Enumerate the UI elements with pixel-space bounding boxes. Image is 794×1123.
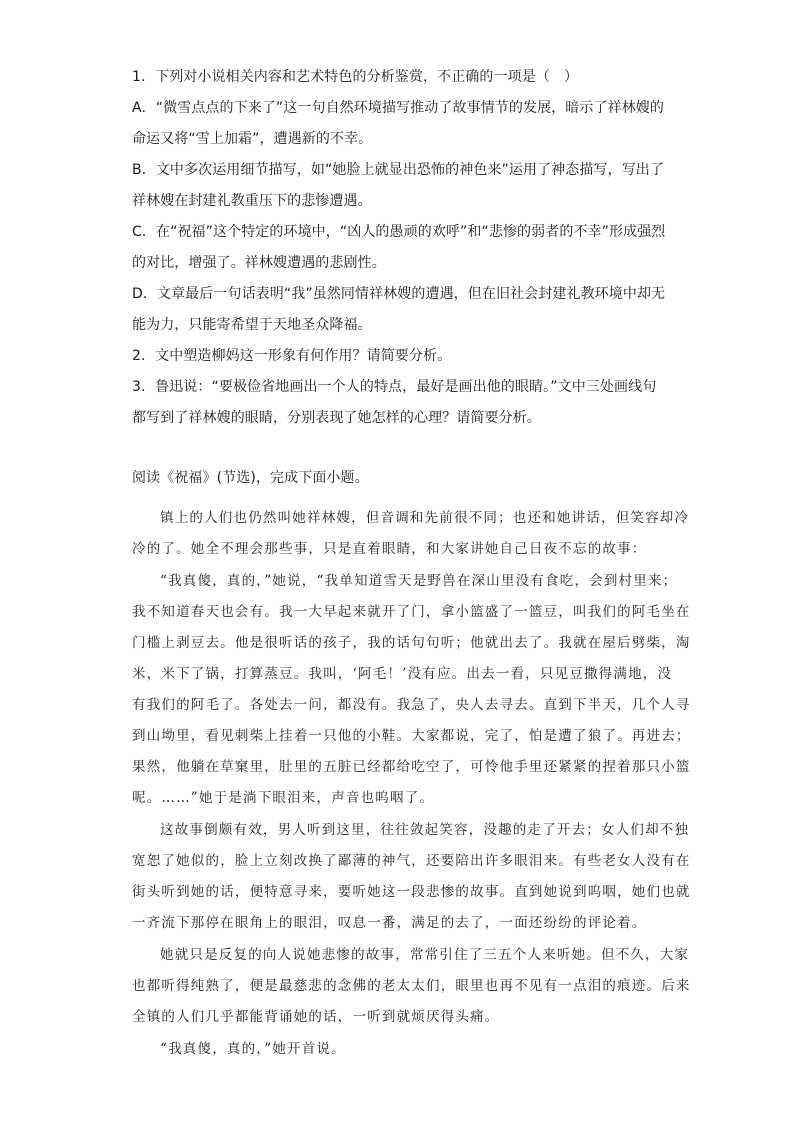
- passage-p4-line-1: 她就只是反复的向人说她悲惨的故事，常常引住了三五个人来听她。但不久，大家: [160, 947, 690, 963]
- passage-p4-line-3: 全镇的人们几乎都能背诵她的话，一听到就烦厌得头痛。: [132, 1009, 500, 1025]
- reading-instruction: 阅读《祝福》(节选)，完成下面小题。: [132, 470, 369, 486]
- passage-p3-line-1: 这故事倒颇有效，男人听到这里，往往敛起笑容，没趣的走了开去；女人们却不独: [160, 822, 690, 838]
- passage-p2-line-4: 米，米下了锅，打算蒸豆。我叫，‘阿毛！’没有应。出去一看，只见豆撒得满地，没: [132, 666, 673, 682]
- question-2: 2．文中塑造柳妈这一形象有何作用？请简要分析。: [132, 348, 452, 364]
- question-3-line-1: 3．鲁迅说：“要极俭省地画出一个人的特点，最好是画出他的眼睛。”文中三处画线句: [132, 379, 657, 395]
- passage-p1-line-1: 镇上的人们也仍然叫她祥林嫂，但音调和先前很不同；也还和她讲话，但笑容却冷: [160, 510, 690, 526]
- passage-p2-line-7: 果然，他躺在草窠里，肚里的五脏已经都给吃空了，可怜他手里还紧紧的捏着那只小篮: [132, 759, 691, 775]
- option-a-line-1: A．“微雪点点的下来了”这一句自然环境描写推动了故事情节的发展，暗示了祥林嫂的: [132, 100, 664, 116]
- option-b-line-2: 祥林嫂在封建礼教重压下的悲惨遭遇。: [132, 193, 372, 209]
- passage-p2-line-2: 我不知道春天也会有。我一大早起来就开了门，拿小篮盛了一篮豆，叫我们的阿毛坐在: [132, 604, 691, 620]
- passage-p5-line-1: “我真傻，真的，”她开首说。: [160, 1041, 346, 1057]
- option-b-line-1: B．文中多次运用细节描写，如“她脸上就显出恐怖的神色来”运用了神态描写，写出了: [132, 162, 665, 178]
- question-1-stem: 1．下列对小说相关内容和艺术特色的分析鉴赏，不正确的一项是（ ）: [132, 69, 579, 85]
- passage-p2-line-1: “我真傻，真的，”她说，“我单知道雪天是野兽在深山里没有食吃，会到村里来；: [160, 573, 678, 589]
- passage-p4-line-2: 也都听得纯熟了，便是最慈悲的念佛的老太太们，眼里也再不见有一点泪的痕迹。后来: [132, 978, 691, 994]
- option-a-line-2: 命运又将“雪上加霜”，遭遇新的不幸。: [132, 131, 373, 147]
- passage-p2-line-8: 呢。……”她于是淌下眼泪来，声音也呜咽了。: [132, 790, 435, 806]
- passage-p3-line-3: 街头听到她的话，便特意寻来，要听她这一段悲惨的故事。直到她说到呜咽，她们也就: [132, 884, 691, 900]
- passage-p2-line-3: 门槛上剥豆去。他是很听话的孩子，我的话句句听；他就出去了。我就在屋后劈柴，淘: [132, 635, 691, 651]
- question-3-line-2: 都写到了祥林嫂的眼睛，分别表现了她怎样的心理？请简要分析。: [132, 410, 541, 426]
- option-c-line-1: C．在“祝福”这个特定的环境中，“凶人的愚顽的欢呼”和“悲惨的弱者的不幸”形成强烈: [132, 224, 666, 240]
- option-d-line-1: D．文章最后一句话表明“我”虽然同情祥林嫂的遭遇，但在旧社会封建礼教环境中却无: [132, 286, 666, 302]
- passage-p1-line-2: 冷的了。她全不理会那些事，只是直着眼睛，和大家讲她自己日夜不忘的故事：: [132, 541, 647, 557]
- passage-p3-line-4: 一齐流下那停在眼角上的眼泪，叹息一番，满足的去了，一面还纷纷的评论着。: [132, 915, 647, 931]
- passage-p3-line-2: 宽恕了她似的，脸上立刻改换了鄙薄的神气，还要陪出许多眼泪来。有些老女人没有在: [132, 853, 691, 869]
- passage-p2-line-6: 到山坳里，看见刺柴上挂着一只他的小鞋。大家都说，完了，怕是遭了狼了。再进去；: [132, 728, 691, 744]
- passage-p2-line-5: 有我们的阿毛了。各处去一问，都没有。我急了，央人去寻去。直到下半天，几个人寻: [132, 697, 691, 713]
- option-c-line-2: 的对比，增强了。祥林嫂遭遇的悲剧性。: [132, 255, 386, 271]
- option-d-line-2: 能为力，只能寄希望于天地圣众降福。: [132, 317, 372, 333]
